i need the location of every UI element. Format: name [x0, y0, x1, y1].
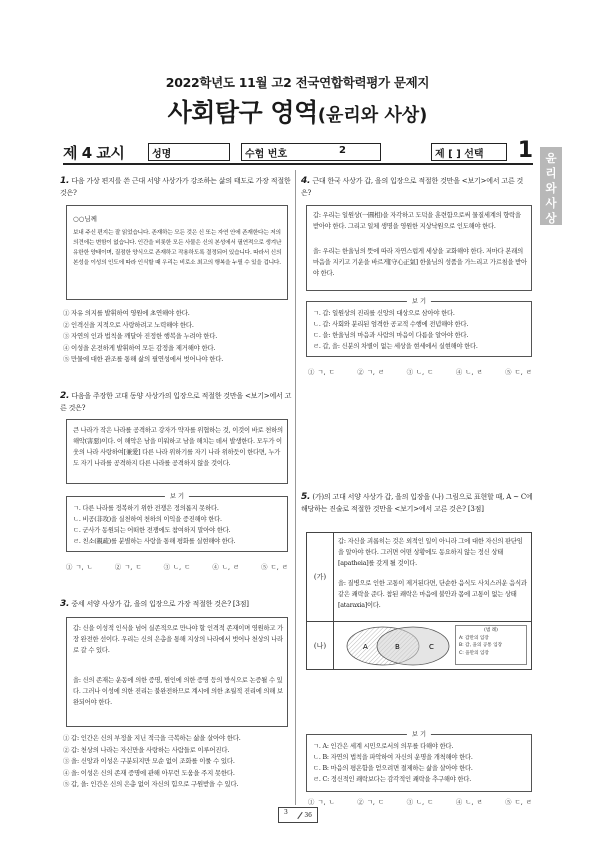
exam-number-box [241, 143, 381, 161]
bogi-item: ㄷ. B: 마음의 평온함을 얻으려면 절제하는 삶을 살아야 한다. [313, 765, 473, 772]
bogi-label: 보 기 [407, 730, 431, 739]
bogi-item: ㄱ. 갑: 일원상의 진리를 신앙의 대상으로 삼아야 한다. [313, 310, 455, 317]
choice-5[interactable]: ⑤ ㄷ, ㄹ [505, 798, 532, 806]
header-rule [63, 163, 533, 165]
question-4-choices [308, 367, 532, 376]
question-1-options [63, 308, 295, 366]
choice-5[interactable]: ⑤ ㄷ, ㄹ [261, 563, 288, 571]
question-5-stem [301, 491, 533, 515]
exam-number-value: 2 [339, 145, 346, 156]
venn-letter-c: C [429, 643, 434, 651]
bogi-item: ㄴ. 비공(非攻)을 실천하여 천하의 이익을 증진해야 한다. [73, 516, 222, 523]
choice-1[interactable]: ① ㄱ, ㄴ [308, 798, 335, 806]
option-4[interactable]: ④ 이성을 온전하게 발휘하여 모든 감정을 제거해야 한다. [63, 343, 216, 352]
option-2[interactable]: ② 인격신을 지적으로 사랑하려고 노력해야 한다. [63, 320, 194, 329]
question-4-text: 근대 한국 사상가 갑, 을의 입장으로 적절한 것만을 <보기>에서 고른 것은? [301, 177, 524, 197]
choice-4[interactable]: ④ ㄴ, ㄹ [212, 563, 240, 571]
question-5-table [306, 532, 532, 670]
question-2-stem [60, 390, 292, 414]
choice-2[interactable]: ② ㄱ, ㄹ [357, 368, 385, 376]
question-2-bogi [66, 493, 288, 552]
option-4[interactable]: ④ 을: 이성은 신의 존재 증명에 관해 아무런 도움을 주지 못한다. [63, 768, 235, 777]
question-4-bogi [306, 298, 532, 357]
subject-title [0, 93, 595, 129]
exam-number-label: 수험 번호 [245, 149, 288, 160]
question-3-text: 중세 서양 사상가 갑, 을의 입장으로 가장 적절한 것은? [3점] [71, 600, 249, 608]
footer-total-pages: 36 [304, 812, 312, 819]
question-1-letter [66, 205, 288, 300]
subject-sub: (윤리와 사상) [317, 105, 428, 126]
footer-slash [297, 812, 302, 819]
option-1[interactable]: ① 갑: 인간은 신의 부정을 지닌 적극을 극복하는 삶을 살아야 한다. [63, 734, 241, 742]
option-5[interactable]: ⑤ 갑, 을: 인간은 신의 은총 없이 자신의 힘으로 구원받을 수 있다. [63, 780, 239, 788]
legend-title: (범 례) [484, 628, 498, 633]
choice-2[interactable]: ② ㄱ, ㄷ [357, 798, 385, 806]
bogi-item: ㄹ. 갑, 을: 신분의 차별이 없는 세상을 현세에서 실현해야 한다. [313, 343, 478, 350]
exam-title: 2022학년도 11월 고2 전국연합학력평가 문제지 [165, 75, 430, 90]
q3-passage-eul: 을: 신의 존재는 운동에 의한 증명, 원인에 의한 증명 등의 방식으로 논증될 수 있다. 그러나 이성에 의한 진리는 불완전하므로 계시에 의한 초월적 진리에 의해 보완되어야 한다. [73, 677, 283, 706]
footer-page-indicator [278, 807, 318, 823]
legend-item: C: 을만의 입장 [459, 650, 489, 656]
venn-letter-b: B [395, 643, 400, 651]
question-2-choices [66, 562, 288, 571]
question-3-number: 3. [60, 599, 70, 609]
letter-greeting: ○○님께 [73, 215, 97, 223]
period-label: 제 4 교시 [63, 144, 125, 162]
legend-item: A: 갑만의 입장 [459, 635, 489, 641]
bogi-item: ㄹ. 친소(親疏)를 분별하는 사랑을 통해 평화를 실현해야 한다. [73, 538, 236, 545]
name-box [148, 143, 230, 161]
bogi-label: 보 기 [165, 492, 189, 501]
question-2-number: 2. [60, 391, 70, 401]
option-3[interactable]: ③ 자연의 인과 법칙을 깨달아 진정한 행복을 누려야 한다. [63, 332, 218, 340]
row-label-na: (나) [307, 622, 334, 669]
choice-box [431, 143, 507, 161]
choice-4[interactable]: ④ ㄴ, ㄹ [455, 368, 483, 376]
choice-3[interactable]: ③ ㄴ, ㄷ [163, 563, 191, 571]
bogi-items [313, 741, 529, 785]
letter-body: 보내 주신 편지는 잘 읽었습니다. 존재하는 모든 것은 신 또는 자연 안에 존재한다는 저의 의견에는 변함이 없습니다. 인간을 비롯한 모든 사물은 신의 본성에서 필연적으로 생겨난 유한한 양태이며, 질점한 양식으로 존재하고 작용하도록 결정되어 있습니다. 따라서 신의 본성을 이성의 인도에 따라 인식할 때 우리는 비로소 최고의 행복을 누릴 수 있을 겁니다. [73, 230, 282, 266]
bogi-item: ㄴ. B: 자연의 법칙을 파악하여 자신의 운명을 개척해야 한다. [313, 754, 473, 761]
question-2-passage [66, 419, 288, 484]
bogi-item: ㄹ. C: 정신적인 쾌락보다는 감각적인 쾌락을 추구해야 한다. [313, 776, 472, 783]
side-tab-text: 윤리와 사상 [545, 151, 557, 225]
question-5-bogi [306, 731, 532, 792]
name-label: 성명 [152, 149, 172, 160]
question-1-number: 1. [60, 176, 70, 186]
bogi-items [313, 308, 529, 352]
footer-current-page: 3 [284, 809, 288, 816]
question-2-text: 다음을 주장한 고대 동양 사상가의 입장으로 적절한 것만을 <보기>에서 고른 것은? [60, 392, 292, 412]
choice-1[interactable]: ① ㄱ, ㄴ [66, 563, 93, 571]
option-1[interactable]: ① 자유 의지를 발휘하여 영원에 초연해야 한다. [63, 309, 190, 317]
bogi-item: ㄷ. 을: 한울님의 마음과 사람의 마음이 다름을 알아야 한다. [313, 332, 469, 339]
choice-1[interactable]: ① ㄱ, ㄷ [308, 368, 335, 376]
q4-passage-eul: 을: 우리는 한울님의 뜻에 따라 자연스럽게 세상을 교화해야 한다. 저마다 본래의 마음을 지키고 기운을 바르게[守心正氣] 한울님의 성품을 가느리고 가르침을 받아야 한다. [313, 248, 527, 277]
venn-diagram [343, 625, 453, 667]
question-1-stem [60, 175, 292, 199]
row-label-ga: (가) [307, 533, 334, 621]
question-5-number: 5. [301, 492, 311, 502]
option-3[interactable]: ③ 을: 신앙과 이성은 구분되지만 모순 없이 조화를 이룰 수 있다. [63, 757, 235, 765]
bogi-item: ㄷ. 군사가 동원되는 어떠한 전쟁에도 참여하지 말아야 한다. [73, 527, 231, 534]
question-4-passage [306, 205, 532, 291]
bogi-item: ㄱ. A: 인간은 세계 시민으로서의 의무를 다해야 한다. [313, 743, 454, 750]
bogi-label: 보 기 [407, 297, 431, 306]
q4-passage-gap: 갑: 우리는 일원상(一圓相)을 자각하고 도덕을 훈련함으로써 물질세계의 향락을 받아야 한다. 그리고 일체 생명을 영원한 지상낙원으로 인도해야 한다. [313, 212, 521, 230]
choice-3[interactable]: ③ ㄴ, ㄷ [406, 798, 434, 806]
choice-5[interactable]: ⑤ ㄷ, ㄹ [505, 368, 532, 376]
q2-passage-text: 큰 나라가 작은 나라를 공격하고 강자가 약자를 위협하는 것, 이것이 바로 천하의 해악(害惡)이다. 이 해악은 남을 미워하고 남을 해치는 데서 발생한다. 모두가 이웃의 나라 사랑하여[兼愛] 다른 나라 위하기를 자기 나라 위하듯이 한다면, 누가도 자기 나라를 공격하지 다른 나라를 공격하지 않을 것이다. [73, 427, 283, 467]
choice-2[interactable]: ② ㄱ, ㄷ [114, 563, 142, 571]
page-number: 1 [517, 138, 533, 163]
subject-main: 사회탐구 영역 [167, 98, 318, 127]
choice-3[interactable]: ③ ㄴ, ㄷ [406, 368, 434, 376]
question-3-passage [66, 617, 288, 727]
venn-circle-eul [377, 627, 449, 665]
choice-label: 제 [ ] 선택 [435, 149, 484, 160]
question-4-stem [301, 175, 533, 199]
q3-passage-gap: 갑: 신을 이성적 인식을 넘어 실존적으로 만나야 할 인격적 존재이며 영원하고 가장 완전한 선이다. 우리는 신의 은총을 통해 지상의 나라에서 벗어나 천상의 나라로 갈 수 있다. [73, 625, 283, 654]
option-2[interactable]: ② 갑: 천상의 나라는 자신만을 사랑하는 사람들로 이루어진다. [63, 745, 230, 754]
question-1-text: 다음 가상 편지를 쓴 근대 서양 사상가가 강조하는 삶의 태도로 가장 적절한 것은? [60, 177, 291, 197]
question-4-number: 4. [301, 176, 311, 186]
q5-passage-gap: 갑: 자신을 괴롭히는 것은 외적인 일이 아니라 그에 대한 자신의 판단임을 알아야 한다. 그러면 어떤 상황에도 동요하지 않는 정신 상태[apatheia]를 갖게 될 것이다. [338, 538, 523, 567]
choice-4[interactable]: ④ ㄴ, ㄹ [455, 798, 483, 806]
question-5-text: (가)의 고대 서양 사상가 갑, 을의 입장을 (나) 그림으로 표현할 때, A ~ C에 해당하는 진술로 적절한 것만을 <보기>에서 고른 것은? [3점] [301, 493, 533, 513]
venn-letter-a: A [363, 643, 368, 651]
option-5[interactable]: ⑤ 만물에 대한 관조를 통해 삶의 필연성에서 벗어나야 한다. [63, 355, 224, 363]
venn-legend [455, 625, 527, 665]
column-divider [295, 170, 296, 805]
bogi-items [73, 503, 285, 547]
question-3-stem [60, 598, 292, 610]
subject-side-tab [540, 147, 562, 225]
q5-passage-eul: 을: 질병으로 인한 고통이 제거된다면, 단순한 음식도 사치스러운 음식과 같은 쾌락을 준다. 참된 쾌락은 마음에 불안과 몸에 고통이 없는 상태[ataraxia]이다. [338, 580, 527, 609]
row-divider [307, 621, 531, 622]
question-3-options [63, 733, 295, 791]
bogi-item: ㄱ. 다른 나라를 정복하기 위한 전쟁은 정의롭지 못하다. [73, 505, 219, 512]
bogi-item: ㄴ. 갑: 사회와 분리된 엄격한 공교적 수행에 전념해야 한다. [313, 321, 469, 328]
question-5-choices [308, 797, 532, 806]
legend-item: B: 갑, 을의 공통 입장 [459, 643, 503, 648]
